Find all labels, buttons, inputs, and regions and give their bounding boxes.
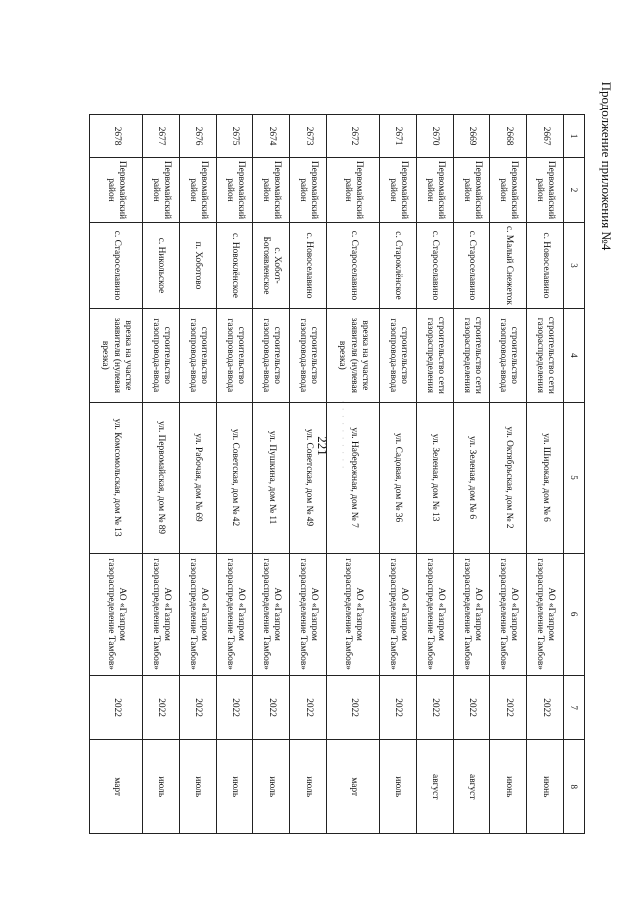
- row-number-cell: 2671: [380, 115, 417, 158]
- executor-cell: АО «Газпром газораспределение Тамбов»: [527, 553, 564, 675]
- table-row: [327, 115, 380, 834]
- column-number: 4: [564, 309, 585, 402]
- month-cell: март: [90, 740, 143, 834]
- month-cell: июнь: [490, 740, 527, 834]
- address-cell: ул. Зеленая, дом № 13: [416, 402, 453, 553]
- row-number-cell: 2676: [179, 115, 216, 158]
- column-number: 3: [564, 222, 585, 308]
- district-cell: Первомайский район: [380, 158, 417, 223]
- address-cell: ул. Набережная, дом № 7: [327, 402, 380, 553]
- column-number-row: [564, 115, 585, 834]
- address-cell: ул. Комсомольская, дом № 13: [90, 402, 143, 553]
- row-number-cell: 2678: [90, 115, 143, 158]
- executor-cell: АО «Газпром газораспределение Тамбов»: [143, 553, 180, 675]
- table-row: [490, 115, 527, 834]
- month-cell: июль: [380, 740, 417, 834]
- work-type-cell: строительство газопровода-ввода: [490, 309, 527, 402]
- row-number-cell: 2672: [327, 115, 380, 158]
- work-type-cell: врезка на участке заявителя (нулевая врезка): [90, 309, 143, 402]
- month-cell: август: [416, 740, 453, 834]
- faint-scan-mark: · · · · · · · · · ·: [338, 400, 348, 470]
- page-number: 221: [315, 436, 330, 456]
- work-type-cell: строительство газопровода-ввода: [179, 309, 216, 402]
- row-number-cell: 2673: [290, 115, 327, 158]
- work-type-cell: строительство газопровода-ввода: [143, 309, 180, 402]
- year-cell: 2022: [290, 675, 327, 740]
- table-row: [253, 115, 290, 834]
- address-cell: ул. Зеленая, дом № 6: [453, 402, 490, 553]
- settlement-cell: с. Староселавино: [90, 222, 143, 308]
- table-row: [179, 115, 216, 834]
- settlement-cell: с. Староселавино: [453, 222, 490, 308]
- settlement-cell: с. Новоклёнское: [216, 222, 253, 308]
- row-number-cell: 2677: [143, 115, 180, 158]
- settlement-cell: с. Староклёнское: [380, 222, 417, 308]
- settlement-cell: с. Малый Снежеток: [490, 222, 527, 308]
- month-cell: июнь: [527, 740, 564, 834]
- executor-cell: АО «Газпром газораспределение Тамбов»: [327, 553, 380, 675]
- column-number: 7: [564, 675, 585, 740]
- settlement-cell: с. Новоселавино: [290, 222, 327, 308]
- row-number-cell: 2668: [490, 115, 527, 158]
- work-type-cell: строительство газопровода-ввода: [216, 309, 253, 402]
- work-type-cell: строительство сети газораспределения: [453, 309, 490, 402]
- month-cell: июль: [179, 740, 216, 834]
- settlement-cell: с. Никольское: [143, 222, 180, 308]
- table-row: [216, 115, 253, 834]
- table-row: [143, 115, 180, 834]
- settlement-cell: п. Хоботово: [179, 222, 216, 308]
- work-type-cell: строительство газопровода-ввода: [253, 309, 290, 402]
- table-body: [90, 115, 585, 834]
- year-cell: 2022: [380, 675, 417, 740]
- address-cell: ул. Первомайская, дом № 89: [143, 402, 180, 553]
- works-table: [89, 114, 585, 834]
- document-table: [89, 114, 585, 834]
- row-number-cell: 2675: [216, 115, 253, 158]
- column-number: 5: [564, 402, 585, 553]
- column-number: 6: [564, 553, 585, 675]
- address-cell: ул. Октябрьская, дом № 2: [490, 402, 527, 553]
- year-cell: 2022: [143, 675, 180, 740]
- table-row: [380, 115, 417, 834]
- district-cell: Первомайский район: [216, 158, 253, 223]
- column-number: 8: [564, 740, 585, 834]
- address-cell: ул. Советская, дом № 49: [290, 402, 327, 553]
- district-cell: Первомайский район: [143, 158, 180, 223]
- year-cell: 2022: [527, 675, 564, 740]
- row-number-cell: 2669: [453, 115, 490, 158]
- appendix-title: Продолжение приложения №4: [599, 81, 614, 251]
- month-cell: июль: [253, 740, 290, 834]
- table-row: [416, 115, 453, 834]
- address-cell: ул. Широкая, дом № 6: [527, 402, 564, 553]
- settlement-cell: с. Староселавино: [416, 222, 453, 308]
- month-cell: июль: [290, 740, 327, 834]
- row-number-cell: 2674: [253, 115, 290, 158]
- settlement-cell: с. Староселавино: [327, 222, 380, 308]
- executor-cell: АО «Газпром газораспределение Тамбов»: [179, 553, 216, 675]
- column-number: 2: [564, 158, 585, 223]
- settlement-cell: с. Хобот-Богоявленское: [253, 222, 290, 308]
- row-number-cell: 2667: [527, 115, 564, 158]
- month-cell: август: [453, 740, 490, 834]
- executor-cell: АО «Газпром газораспределение Тамбов»: [380, 553, 417, 675]
- district-cell: Первомайский район: [490, 158, 527, 223]
- address-cell: ул. Садовая, дом № 36: [380, 402, 417, 553]
- address-cell: ул. Рабочая, дом № 69: [179, 402, 216, 553]
- executor-cell: АО «Газпром газораспределение Тамбов»: [290, 553, 327, 675]
- work-type-cell: строительство сети газораспределения: [416, 309, 453, 402]
- table-row: [453, 115, 490, 834]
- work-type-cell: строительство газопровода-ввода: [380, 309, 417, 402]
- year-cell: 2022: [216, 675, 253, 740]
- row-number-cell: 2670: [416, 115, 453, 158]
- executor-cell: АО «Газпром газораспределение Тамбов»: [216, 553, 253, 675]
- district-cell: Первомайский район: [453, 158, 490, 223]
- table-row: [527, 115, 564, 834]
- year-cell: 2022: [453, 675, 490, 740]
- address-cell: ул. Советская, дом № 42: [216, 402, 253, 553]
- year-cell: 2022: [90, 675, 143, 740]
- district-cell: Первомайский район: [90, 158, 143, 223]
- year-cell: 2022: [490, 675, 527, 740]
- address-cell: ул. Пушкина, дом № 11: [253, 402, 290, 553]
- district-cell: Первомайский район: [179, 158, 216, 223]
- district-cell: Первомайский район: [253, 158, 290, 223]
- executor-cell: АО «Газпром газораспределение Тамбов»: [90, 553, 143, 675]
- month-cell: июль: [143, 740, 180, 834]
- year-cell: 2022: [327, 675, 380, 740]
- work-type-cell: строительство сети газораспределения: [527, 309, 564, 402]
- table-row: [290, 115, 327, 834]
- column-number: 1: [564, 115, 585, 158]
- district-cell: Первомайский район: [416, 158, 453, 223]
- table-row: [90, 115, 143, 834]
- year-cell: 2022: [179, 675, 216, 740]
- year-cell: 2022: [253, 675, 290, 740]
- district-cell: Первомайский район: [327, 158, 380, 223]
- work-type-cell: строительство газопровода-ввода: [290, 309, 327, 402]
- executor-cell: АО «Газпром газораспределение Тамбов»: [490, 553, 527, 675]
- month-cell: март: [327, 740, 380, 834]
- district-cell: Первомайский район: [290, 158, 327, 223]
- executor-cell: АО «Газпром газораспределение Тамбов»: [416, 553, 453, 675]
- settlement-cell: с. Новоселавино: [527, 222, 564, 308]
- year-cell: 2022: [416, 675, 453, 740]
- executor-cell: АО «Газпром газораспределение Тамбов»: [253, 553, 290, 675]
- executor-cell: АО «Газпром газораспределение Тамбов»: [453, 553, 490, 675]
- work-type-cell: врезка на участке заявителя (нулевая врезка): [327, 309, 380, 402]
- month-cell: июль: [216, 740, 253, 834]
- district-cell: Первомайский район: [527, 158, 564, 223]
